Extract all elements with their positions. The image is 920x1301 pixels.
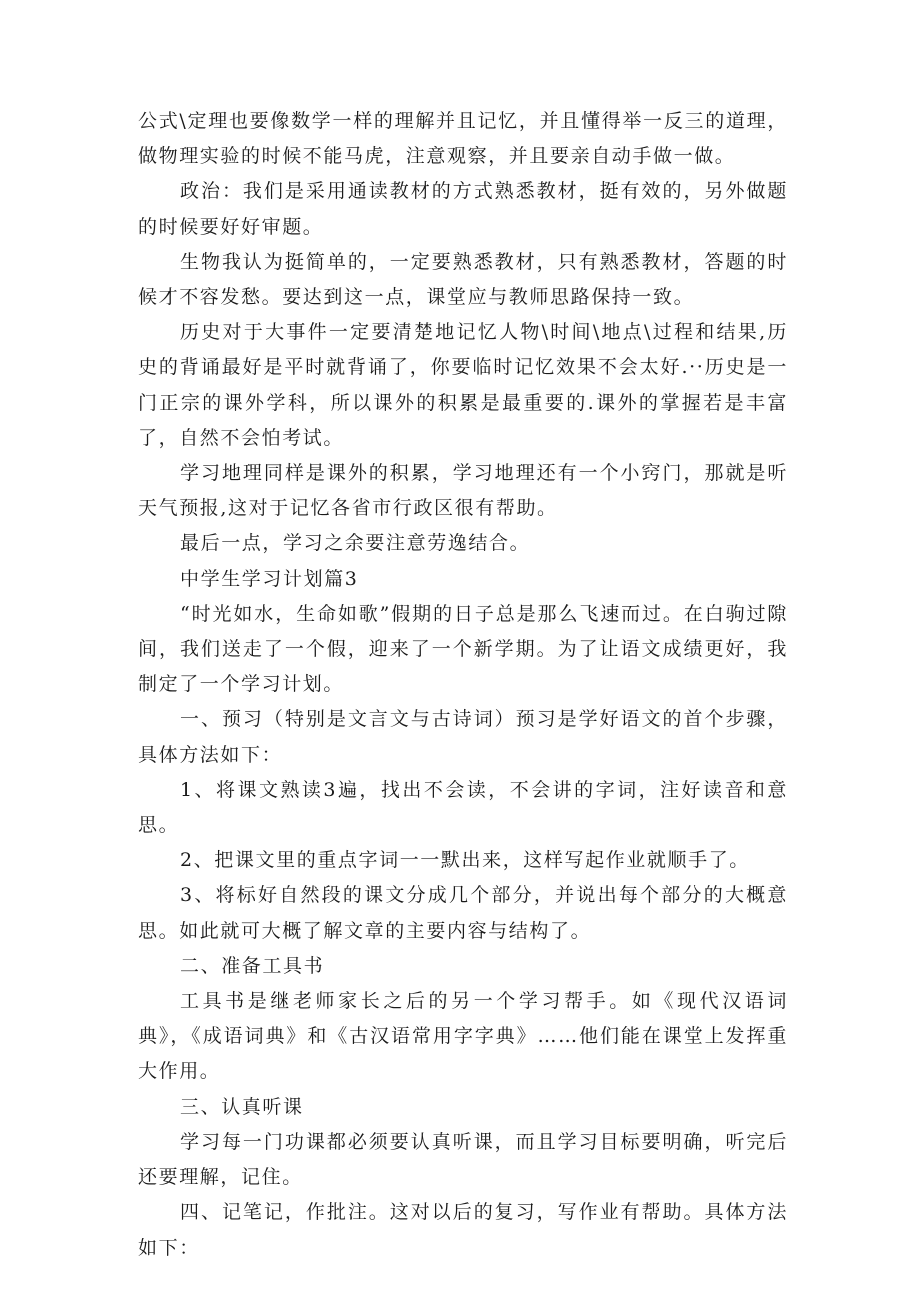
list-item-1: 1、将课文熟读3遍，找出不会读，不会讲的字词，注好读音和意思。 xyxy=(138,778,788,837)
paragraph-preview: 一、预习（特别是文言文与古诗词）预习是学好语文的首个步骤，具体方法如下： xyxy=(138,708,788,766)
paragraph-geography: 学习地理同样是课外的积累，学习地理还有一个小窍门，那就是听天气预报,这对于记忆各省市行政区很有帮助。 xyxy=(138,462,788,520)
paragraph-physics-continued: 公式\定理也要像数学一样的理解并且记忆，并且懂得举一反三的道理，做物理实验的时候不能马虎，注意观察，并且要亲自动手做一做。 xyxy=(138,110,788,168)
heading-tool-books: 二、准备工具书 xyxy=(180,954,325,977)
paragraph-politics: 政治：我们是采用通读教材的方式熟悉教材，挺有效的，另外做题的时候要好好审题。 xyxy=(138,180,788,238)
heading-listen: 三、认真听课 xyxy=(180,1095,304,1118)
paragraph-history: 历史对于大事件一定要清楚地记忆人物\时间\地点\过程和结果,历史的背诵最好是平时就背诵了，你要临时记忆效果不会太好.··历史是一门正宗的课外学科，所以课外的积累是最重要的.课外的掌握若是丰富了，自然不会怕考试。 xyxy=(138,321,788,449)
list-item-2: 2、把课文里的重点字词一一默出来，这样写起作业就顺手了。 xyxy=(180,849,750,872)
section-heading-plan-3: 中学生学习计划篇3 xyxy=(180,567,359,590)
list-item-3: 3、将标好自然段的课文分成几个部分，并说出每个部分的大概意思。如此就可大概了解文章的主要内容与结构了。 xyxy=(138,884,788,942)
document-page xyxy=(138,104,788,1266)
paragraph-listen: 学习每一门功课都必须要认真听课，而且学习目标要明确，听完后还要理解，记住。 xyxy=(138,1130,788,1189)
paragraph-intro: “时光如水，生命如歌”假期的日子总是那么飞速而过。在白驹过隙间，我们送走了一个假，迎来了一个新学期。为了让语文成绩更好，我制定了一个学习计划。 xyxy=(138,602,788,696)
paragraph-rest: 最后一点，学习之余要注意劳逸结合。 xyxy=(180,532,531,555)
paragraph-biology: 生物我认为挺简单的，一定要熟悉教材，只有熟悉教材，答题的时候才不容发愁。要达到这一点，课堂应与教师思路保持一致。 xyxy=(138,250,788,309)
paragraph-notes: 四、记笔记，作批注。这对以后的复习，写作业有帮助。具体方法如下： xyxy=(138,1201,788,1259)
paragraph-tool-books: 工具书是继老师家长之后的另一个学习帮手。如《现代汉语词典》，《成语词典》和《古汉语常用字字典》……他们能在课堂上发挥重大作用。 xyxy=(138,990,788,1083)
